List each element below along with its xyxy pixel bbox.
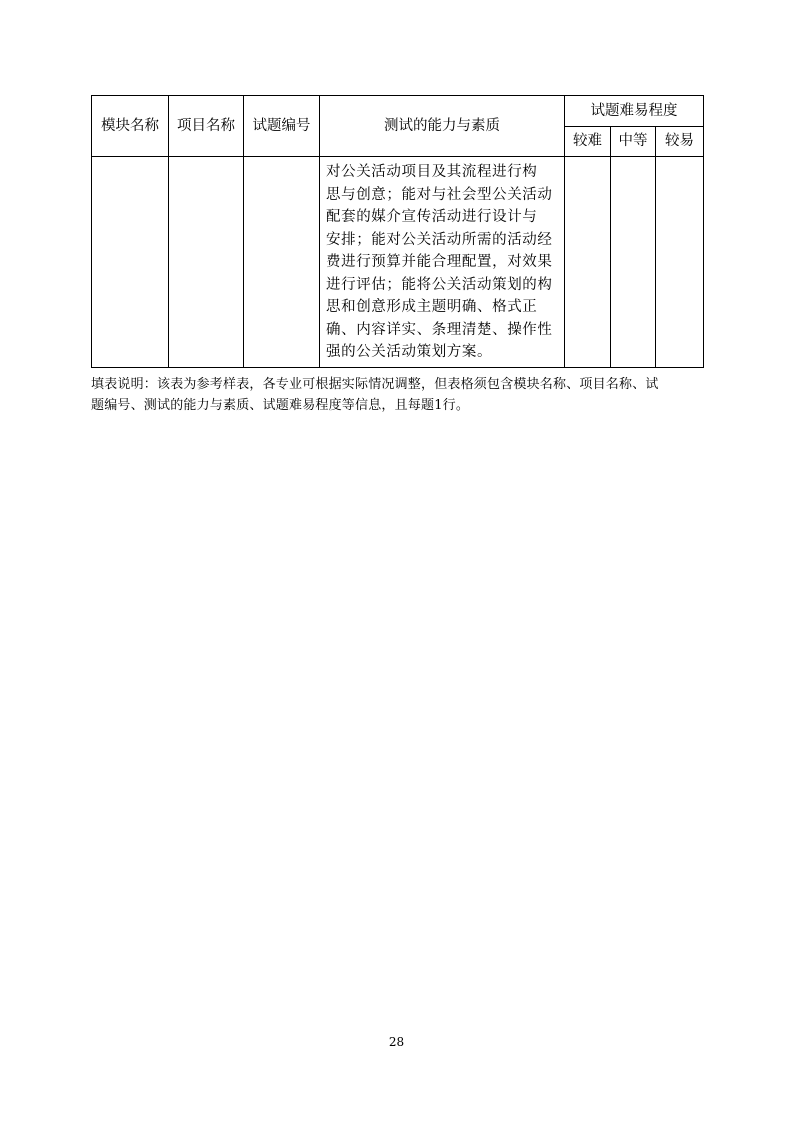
cell-difficulty-easy xyxy=(656,157,704,368)
cell-project-name xyxy=(169,157,244,368)
ability-line: 进行评估；能将公关活动策划的构 xyxy=(326,276,553,293)
ability-line: 确、内容详实、条理清楚、操作性 xyxy=(326,321,553,338)
ability-line: 对公关活动项目及其流程进行构 xyxy=(326,164,538,180)
header-module-name: 模块名称 xyxy=(92,96,169,157)
header-difficulty-easy: 较易 xyxy=(656,127,704,157)
header-difficulty: 试题难易程度 xyxy=(565,96,704,127)
cell-question-number xyxy=(244,157,320,368)
question-spec-table xyxy=(91,95,704,368)
header-ability: 测试的能力与素质 xyxy=(320,96,565,157)
header-project-name: 项目名称 xyxy=(169,96,244,157)
fill-instructions-note xyxy=(91,374,703,416)
header-difficulty-hard: 较难 xyxy=(565,127,611,157)
header-question-number: 试题编号 xyxy=(244,96,320,157)
note-line: 填表说明：该表为参考样表，各专业可根据实际情况调整，但表格须包含模块名称、项目名称、试 xyxy=(91,377,659,392)
page-number: 28 xyxy=(388,1035,405,1049)
header-difficulty-medium: 中等 xyxy=(611,127,656,157)
cell-ability-description xyxy=(320,157,565,368)
cell-module-name xyxy=(92,157,169,368)
cell-difficulty-medium xyxy=(611,157,656,368)
ability-line: 配套的媒介宣传活动进行设计与 xyxy=(326,209,538,225)
cell-difficulty-hard xyxy=(565,157,611,368)
ability-line: 强的公关活动策划方案。 xyxy=(326,344,493,360)
table-row xyxy=(92,157,704,368)
ability-line: 安排；能对公关活动所需的活动经 xyxy=(326,231,553,248)
ability-line: 思和创意形成主题明确、格式正 xyxy=(326,299,538,315)
ability-line: 费进行预算并能合理配置，对效果 xyxy=(326,254,553,270)
note-line: 题编号、测试的能力与素质、试题难易程度等信息，且每题1行。 xyxy=(91,398,470,413)
ability-line: 思与创意；能对与社会型公关活动 xyxy=(326,186,553,203)
